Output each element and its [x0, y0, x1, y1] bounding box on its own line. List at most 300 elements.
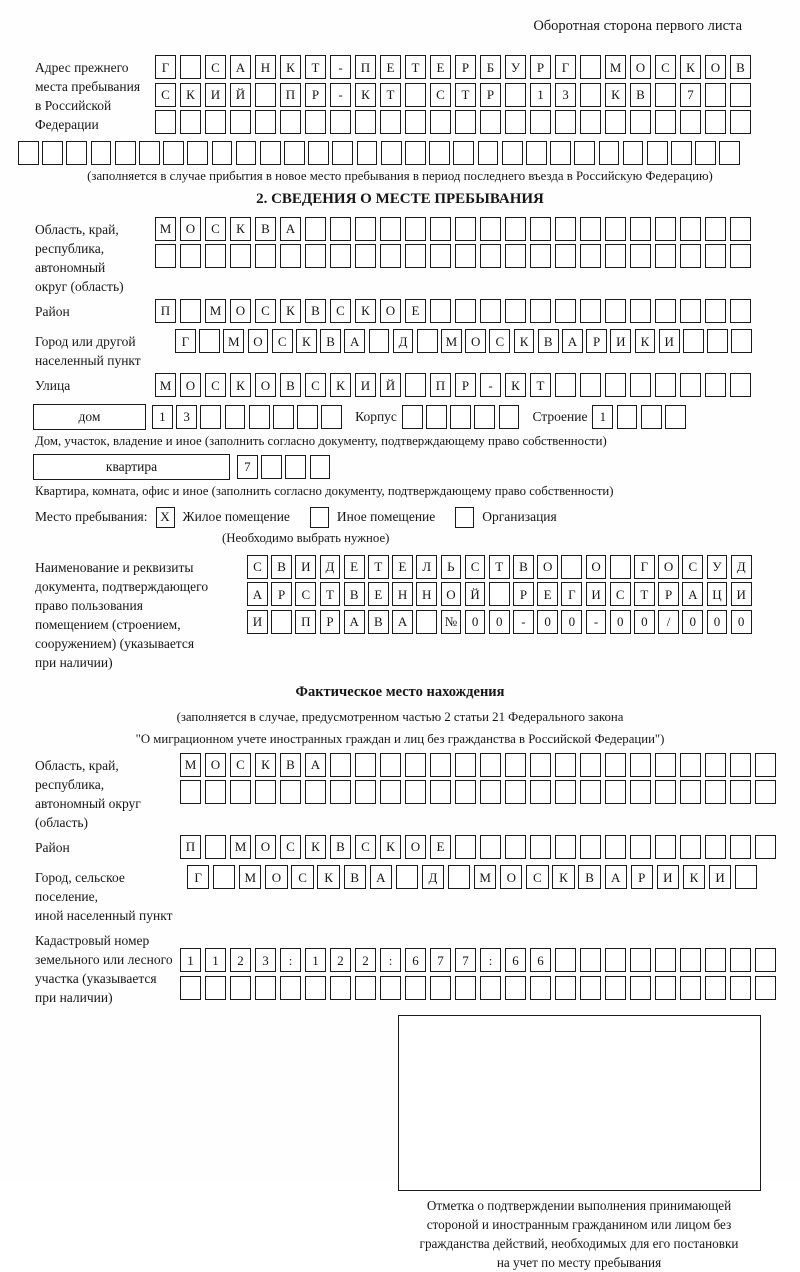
char-cell[interactable]	[355, 753, 376, 777]
char-cell[interactable]	[405, 780, 426, 804]
char-cell[interactable]	[680, 753, 701, 777]
char-cell[interactable]	[330, 244, 351, 268]
char-cell[interactable]	[555, 753, 576, 777]
char-cell[interactable]: -	[513, 610, 534, 634]
char-cell[interactable]: И	[659, 329, 680, 353]
char-cell[interactable]: А	[605, 865, 627, 889]
char-cell[interactable]: С	[489, 329, 510, 353]
char-cell[interactable]	[355, 110, 376, 134]
char-cell[interactable]	[455, 753, 476, 777]
char-cell[interactable]	[605, 948, 626, 972]
char-cell[interactable]	[530, 110, 551, 134]
char-cell[interactable]: 6	[530, 948, 551, 972]
char-cell[interactable]	[380, 244, 401, 268]
char-cell[interactable]	[230, 976, 251, 1000]
char-cell[interactable]	[369, 329, 390, 353]
char-cell[interactable]	[260, 141, 281, 165]
char-cell[interactable]	[705, 83, 726, 107]
char-cell[interactable]: Р	[631, 865, 653, 889]
char-cell[interactable]: Р	[271, 582, 292, 606]
char-cell[interactable]	[730, 299, 751, 323]
char-cell[interactable]: А	[280, 217, 301, 241]
char-cell[interactable]	[225, 405, 246, 429]
char-cell[interactable]	[180, 976, 201, 1000]
char-cell[interactable]	[480, 835, 501, 859]
char-cell[interactable]: К	[330, 373, 351, 397]
char-cell[interactable]	[580, 948, 601, 972]
char-cell[interactable]: О	[265, 865, 287, 889]
char-cell[interactable]: №	[441, 610, 462, 634]
char-cell[interactable]	[630, 753, 651, 777]
char-cell[interactable]: А	[230, 55, 251, 79]
char-cell[interactable]	[731, 329, 752, 353]
char-cell[interactable]: -	[586, 610, 607, 634]
char-cell[interactable]	[480, 976, 501, 1000]
char-cell[interactable]: Е	[368, 582, 389, 606]
char-cell[interactable]	[605, 299, 626, 323]
char-cell[interactable]	[330, 976, 351, 1000]
char-cell[interactable]	[426, 405, 447, 429]
char-cell[interactable]	[505, 244, 526, 268]
char-cell[interactable]	[480, 217, 501, 241]
char-cell[interactable]	[505, 83, 526, 107]
char-cell[interactable]	[755, 835, 776, 859]
char-cell[interactable]: Р	[530, 55, 551, 79]
char-cell[interactable]: Е	[430, 55, 451, 79]
char-cell[interactable]	[280, 244, 301, 268]
char-cell[interactable]	[730, 83, 751, 107]
char-cell[interactable]: В	[630, 83, 651, 107]
char-cell[interactable]	[430, 753, 451, 777]
char-cell[interactable]: О	[500, 865, 522, 889]
char-cell[interactable]	[630, 373, 651, 397]
char-cell[interactable]	[380, 217, 401, 241]
char-cell[interactable]	[630, 299, 651, 323]
char-cell[interactable]: С	[255, 299, 276, 323]
char-cell[interactable]	[671, 141, 692, 165]
char-cell[interactable]	[308, 141, 329, 165]
char-cell[interactable]: Т	[634, 582, 655, 606]
char-cell[interactable]	[730, 835, 751, 859]
char-cell[interactable]: Л	[416, 555, 437, 579]
char-cell[interactable]: 2	[355, 948, 376, 972]
char-cell[interactable]: О	[255, 373, 276, 397]
char-cell[interactable]: А	[392, 610, 413, 634]
char-cell[interactable]	[255, 83, 276, 107]
char-cell[interactable]	[405, 976, 426, 1000]
char-cell[interactable]	[755, 948, 776, 972]
char-cell[interactable]: В	[513, 555, 534, 579]
char-cell[interactable]	[630, 976, 651, 1000]
char-cell[interactable]: О	[658, 555, 679, 579]
char-cell[interactable]	[755, 753, 776, 777]
char-cell[interactable]: Й	[230, 83, 251, 107]
char-cell[interactable]: Р	[480, 83, 501, 107]
char-cell[interactable]: Н	[255, 55, 276, 79]
char-cell[interactable]	[163, 141, 184, 165]
char-cell[interactable]	[580, 373, 601, 397]
char-cell[interactable]: В	[344, 582, 365, 606]
char-cell[interactable]	[405, 373, 426, 397]
char-cell[interactable]	[705, 753, 726, 777]
char-cell[interactable]: О	[586, 555, 607, 579]
char-cell[interactable]: Р	[513, 582, 534, 606]
char-cell[interactable]: 6	[405, 948, 426, 972]
char-cell[interactable]	[647, 141, 668, 165]
char-cell[interactable]	[180, 780, 201, 804]
char-cell[interactable]: И	[295, 555, 316, 579]
char-cell[interactable]	[480, 244, 501, 268]
char-cell[interactable]	[402, 405, 423, 429]
char-cell[interactable]	[530, 753, 551, 777]
char-cell[interactable]	[580, 753, 601, 777]
char-cell[interactable]	[530, 299, 551, 323]
char-cell[interactable]	[474, 405, 495, 429]
char-cell[interactable]: А	[344, 610, 365, 634]
char-cell[interactable]: К	[505, 373, 526, 397]
char-cell[interactable]	[499, 405, 520, 429]
char-cell[interactable]: Т	[305, 55, 326, 79]
char-cell[interactable]: 0	[561, 610, 582, 634]
char-cell[interactable]: М	[205, 299, 226, 323]
char-cell[interactable]	[755, 780, 776, 804]
char-cell[interactable]: Т	[530, 373, 551, 397]
char-cell[interactable]	[680, 244, 701, 268]
char-cell[interactable]	[380, 110, 401, 134]
char-cell[interactable]: С	[205, 55, 226, 79]
char-cell[interactable]	[205, 835, 226, 859]
char-cell[interactable]: А	[370, 865, 392, 889]
char-cell[interactable]	[236, 141, 257, 165]
char-cell[interactable]: М	[155, 217, 176, 241]
char-cell[interactable]: Н	[392, 582, 413, 606]
char-cell[interactable]: О	[248, 329, 269, 353]
char-cell[interactable]	[280, 976, 301, 1000]
char-cell[interactable]: В	[578, 865, 600, 889]
char-cell[interactable]	[480, 753, 501, 777]
char-cell[interactable]	[580, 244, 601, 268]
char-cell[interactable]	[430, 299, 451, 323]
char-cell[interactable]: И	[709, 865, 731, 889]
char-cell[interactable]: 3	[255, 948, 276, 972]
char-cell[interactable]: Ь	[441, 555, 462, 579]
char-cell[interactable]	[555, 835, 576, 859]
char-cell[interactable]: И	[610, 329, 631, 353]
char-cell[interactable]: К	[230, 373, 251, 397]
char-cell[interactable]	[155, 110, 176, 134]
char-cell[interactable]: 0	[537, 610, 558, 634]
char-cell[interactable]	[155, 244, 176, 268]
char-cell[interactable]	[555, 299, 576, 323]
char-cell[interactable]: 1	[530, 83, 551, 107]
char-cell[interactable]: 1	[180, 948, 201, 972]
char-cell[interactable]	[305, 976, 326, 1000]
char-cell[interactable]: П	[355, 55, 376, 79]
char-cell[interactable]	[249, 405, 270, 429]
char-cell[interactable]	[580, 83, 601, 107]
char-cell[interactable]: П	[430, 373, 451, 397]
char-cell[interactable]: С	[655, 55, 676, 79]
checkbox-residential[interactable]: X	[156, 507, 175, 528]
char-cell[interactable]: О	[180, 373, 201, 397]
char-cell[interactable]: К	[280, 299, 301, 323]
char-cell[interactable]: С	[205, 217, 226, 241]
char-cell[interactable]: С	[280, 835, 301, 859]
char-cell[interactable]	[66, 141, 87, 165]
char-cell[interactable]	[42, 141, 63, 165]
char-cell[interactable]: Т	[368, 555, 389, 579]
char-cell[interactable]: О	[255, 835, 276, 859]
char-cell[interactable]: И	[247, 610, 268, 634]
char-cell[interactable]	[430, 780, 451, 804]
char-cell[interactable]: В	[255, 217, 276, 241]
char-cell[interactable]	[555, 976, 576, 1000]
char-cell[interactable]: М	[441, 329, 462, 353]
char-cell[interactable]: В	[538, 329, 559, 353]
char-cell[interactable]: О	[380, 299, 401, 323]
char-cell[interactable]	[115, 141, 136, 165]
char-cell[interactable]	[605, 835, 626, 859]
char-cell[interactable]: П	[180, 835, 201, 859]
char-cell[interactable]: М	[180, 753, 201, 777]
char-cell[interactable]	[430, 976, 451, 1000]
char-cell[interactable]: 7	[455, 948, 476, 972]
char-cell[interactable]	[705, 299, 726, 323]
char-cell[interactable]: Г	[175, 329, 196, 353]
char-cell[interactable]	[555, 217, 576, 241]
char-cell[interactable]: М	[605, 55, 626, 79]
char-cell[interactable]	[455, 244, 476, 268]
char-cell[interactable]: М	[230, 835, 251, 859]
char-cell[interactable]	[448, 865, 470, 889]
char-cell[interactable]	[180, 55, 201, 79]
char-cell[interactable]	[705, 110, 726, 134]
char-cell[interactable]	[455, 299, 476, 323]
char-cell[interactable]: У	[707, 555, 728, 579]
char-cell[interactable]	[641, 405, 662, 429]
char-cell[interactable]: С	[430, 83, 451, 107]
char-cell[interactable]: К	[683, 865, 705, 889]
char-cell[interactable]: О	[205, 753, 226, 777]
char-cell[interactable]	[695, 141, 716, 165]
char-cell[interactable]: У	[505, 55, 526, 79]
char-cell[interactable]	[630, 948, 651, 972]
char-cell[interactable]: 0	[634, 610, 655, 634]
char-cell[interactable]	[230, 780, 251, 804]
char-cell[interactable]: -	[330, 83, 351, 107]
char-cell[interactable]: О	[230, 299, 251, 323]
char-cell[interactable]: 7	[430, 948, 451, 972]
char-cell[interactable]: П	[280, 83, 301, 107]
char-cell[interactable]	[297, 405, 318, 429]
char-cell[interactable]	[730, 110, 751, 134]
char-cell[interactable]: А	[247, 582, 268, 606]
char-cell[interactable]	[505, 780, 526, 804]
char-cell[interactable]	[139, 141, 160, 165]
char-cell[interactable]	[455, 976, 476, 1000]
char-cell[interactable]: О	[537, 555, 558, 579]
char-cell[interactable]: Д	[422, 865, 444, 889]
char-cell[interactable]: И	[355, 373, 376, 397]
char-cell[interactable]: С	[305, 373, 326, 397]
char-cell[interactable]: С	[355, 835, 376, 859]
char-cell[interactable]: Р	[305, 83, 326, 107]
char-cell[interactable]	[730, 753, 751, 777]
char-cell[interactable]	[680, 780, 701, 804]
char-cell[interactable]: Т	[320, 582, 341, 606]
char-cell[interactable]	[450, 405, 471, 429]
char-cell[interactable]	[580, 976, 601, 1000]
char-cell[interactable]	[405, 83, 426, 107]
char-cell[interactable]	[321, 405, 342, 429]
char-cell[interactable]	[705, 780, 726, 804]
char-cell[interactable]	[180, 110, 201, 134]
char-cell[interactable]: С	[610, 582, 631, 606]
char-cell[interactable]: К	[317, 865, 339, 889]
char-cell[interactable]	[355, 976, 376, 1000]
char-cell[interactable]	[380, 780, 401, 804]
char-cell[interactable]	[455, 110, 476, 134]
house-box-label[interactable]: дом	[33, 404, 146, 430]
char-cell[interactable]	[730, 244, 751, 268]
char-cell[interactable]	[355, 780, 376, 804]
char-cell[interactable]: О	[405, 835, 426, 859]
char-cell[interactable]	[655, 299, 676, 323]
char-cell[interactable]	[199, 329, 220, 353]
char-cell[interactable]	[755, 976, 776, 1000]
char-cell[interactable]	[396, 865, 418, 889]
apartment-box-label[interactable]: квартира	[33, 454, 230, 480]
char-cell[interactable]	[453, 141, 474, 165]
char-cell[interactable]	[505, 110, 526, 134]
char-cell[interactable]	[230, 244, 251, 268]
char-cell[interactable]	[205, 244, 226, 268]
char-cell[interactable]: К	[230, 217, 251, 241]
char-cell[interactable]: Е	[405, 299, 426, 323]
char-cell[interactable]	[330, 780, 351, 804]
char-cell[interactable]	[405, 141, 426, 165]
char-cell[interactable]	[285, 455, 306, 479]
char-cell[interactable]: К	[355, 83, 376, 107]
char-cell[interactable]: К	[680, 55, 701, 79]
char-cell[interactable]: С	[465, 555, 486, 579]
char-cell[interactable]: В	[280, 753, 301, 777]
char-cell[interactable]	[255, 244, 276, 268]
char-cell[interactable]	[310, 455, 331, 479]
char-cell[interactable]	[455, 217, 476, 241]
char-cell[interactable]: О	[180, 217, 201, 241]
char-cell[interactable]: 0	[731, 610, 752, 634]
char-cell[interactable]	[655, 753, 676, 777]
char-cell[interactable]	[212, 141, 233, 165]
char-cell[interactable]	[489, 582, 510, 606]
char-cell[interactable]	[680, 835, 701, 859]
char-cell[interactable]: 3	[176, 405, 197, 429]
char-cell[interactable]: 7	[237, 455, 258, 479]
char-cell[interactable]: К	[280, 55, 301, 79]
char-cell[interactable]: С	[291, 865, 313, 889]
char-cell[interactable]: Г	[155, 55, 176, 79]
char-cell[interactable]	[580, 780, 601, 804]
char-cell[interactable]: А	[682, 582, 703, 606]
char-cell[interactable]	[200, 405, 221, 429]
char-cell[interactable]: Т	[455, 83, 476, 107]
char-cell[interactable]: 3	[555, 83, 576, 107]
char-cell[interactable]	[655, 780, 676, 804]
char-cell[interactable]	[680, 373, 701, 397]
char-cell[interactable]	[610, 555, 631, 579]
char-cell[interactable]	[255, 110, 276, 134]
char-cell[interactable]: 0	[465, 610, 486, 634]
char-cell[interactable]: Е	[392, 555, 413, 579]
char-cell[interactable]	[730, 780, 751, 804]
char-cell[interactable]	[574, 141, 595, 165]
char-cell[interactable]: Е	[430, 835, 451, 859]
char-cell[interactable]: 1	[305, 948, 326, 972]
char-cell[interactable]	[605, 780, 626, 804]
char-cell[interactable]	[680, 110, 701, 134]
char-cell[interactable]	[617, 405, 638, 429]
char-cell[interactable]: К	[552, 865, 574, 889]
char-cell[interactable]: К	[180, 83, 201, 107]
char-cell[interactable]	[305, 110, 326, 134]
char-cell[interactable]: О	[465, 329, 486, 353]
char-cell[interactable]	[580, 835, 601, 859]
char-cell[interactable]	[655, 976, 676, 1000]
char-cell[interactable]	[405, 753, 426, 777]
char-cell[interactable]: С	[272, 329, 293, 353]
checkbox-organization[interactable]	[455, 507, 474, 528]
char-cell[interactable]: М	[474, 865, 496, 889]
char-cell[interactable]	[530, 835, 551, 859]
char-cell[interactable]	[280, 780, 301, 804]
char-cell[interactable]	[550, 141, 571, 165]
char-cell[interactable]: М	[239, 865, 261, 889]
char-cell[interactable]	[416, 610, 437, 634]
char-cell[interactable]	[330, 217, 351, 241]
char-cell[interactable]: К	[296, 329, 317, 353]
char-cell[interactable]	[680, 299, 701, 323]
char-cell[interactable]: И	[731, 582, 752, 606]
char-cell[interactable]	[355, 244, 376, 268]
char-cell[interactable]	[655, 83, 676, 107]
char-cell[interactable]	[705, 976, 726, 1000]
char-cell[interactable]	[305, 780, 326, 804]
char-cell[interactable]: Р	[586, 329, 607, 353]
char-cell[interactable]	[480, 299, 501, 323]
char-cell[interactable]	[187, 141, 208, 165]
char-cell[interactable]	[478, 141, 499, 165]
char-cell[interactable]	[280, 110, 301, 134]
char-cell[interactable]	[526, 141, 547, 165]
char-cell[interactable]: С	[682, 555, 703, 579]
char-cell[interactable]	[680, 948, 701, 972]
char-cell[interactable]	[273, 405, 294, 429]
char-cell[interactable]	[205, 780, 226, 804]
char-cell[interactable]: 2	[230, 948, 251, 972]
char-cell[interactable]	[655, 110, 676, 134]
char-cell[interactable]	[599, 141, 620, 165]
char-cell[interactable]	[505, 835, 526, 859]
char-cell[interactable]: О	[705, 55, 726, 79]
char-cell[interactable]	[555, 780, 576, 804]
char-cell[interactable]: Т	[405, 55, 426, 79]
char-cell[interactable]: К	[635, 329, 656, 353]
char-cell[interactable]	[665, 405, 686, 429]
char-cell[interactable]	[205, 976, 226, 1000]
char-cell[interactable]: Т	[380, 83, 401, 107]
char-cell[interactable]: С	[155, 83, 176, 107]
